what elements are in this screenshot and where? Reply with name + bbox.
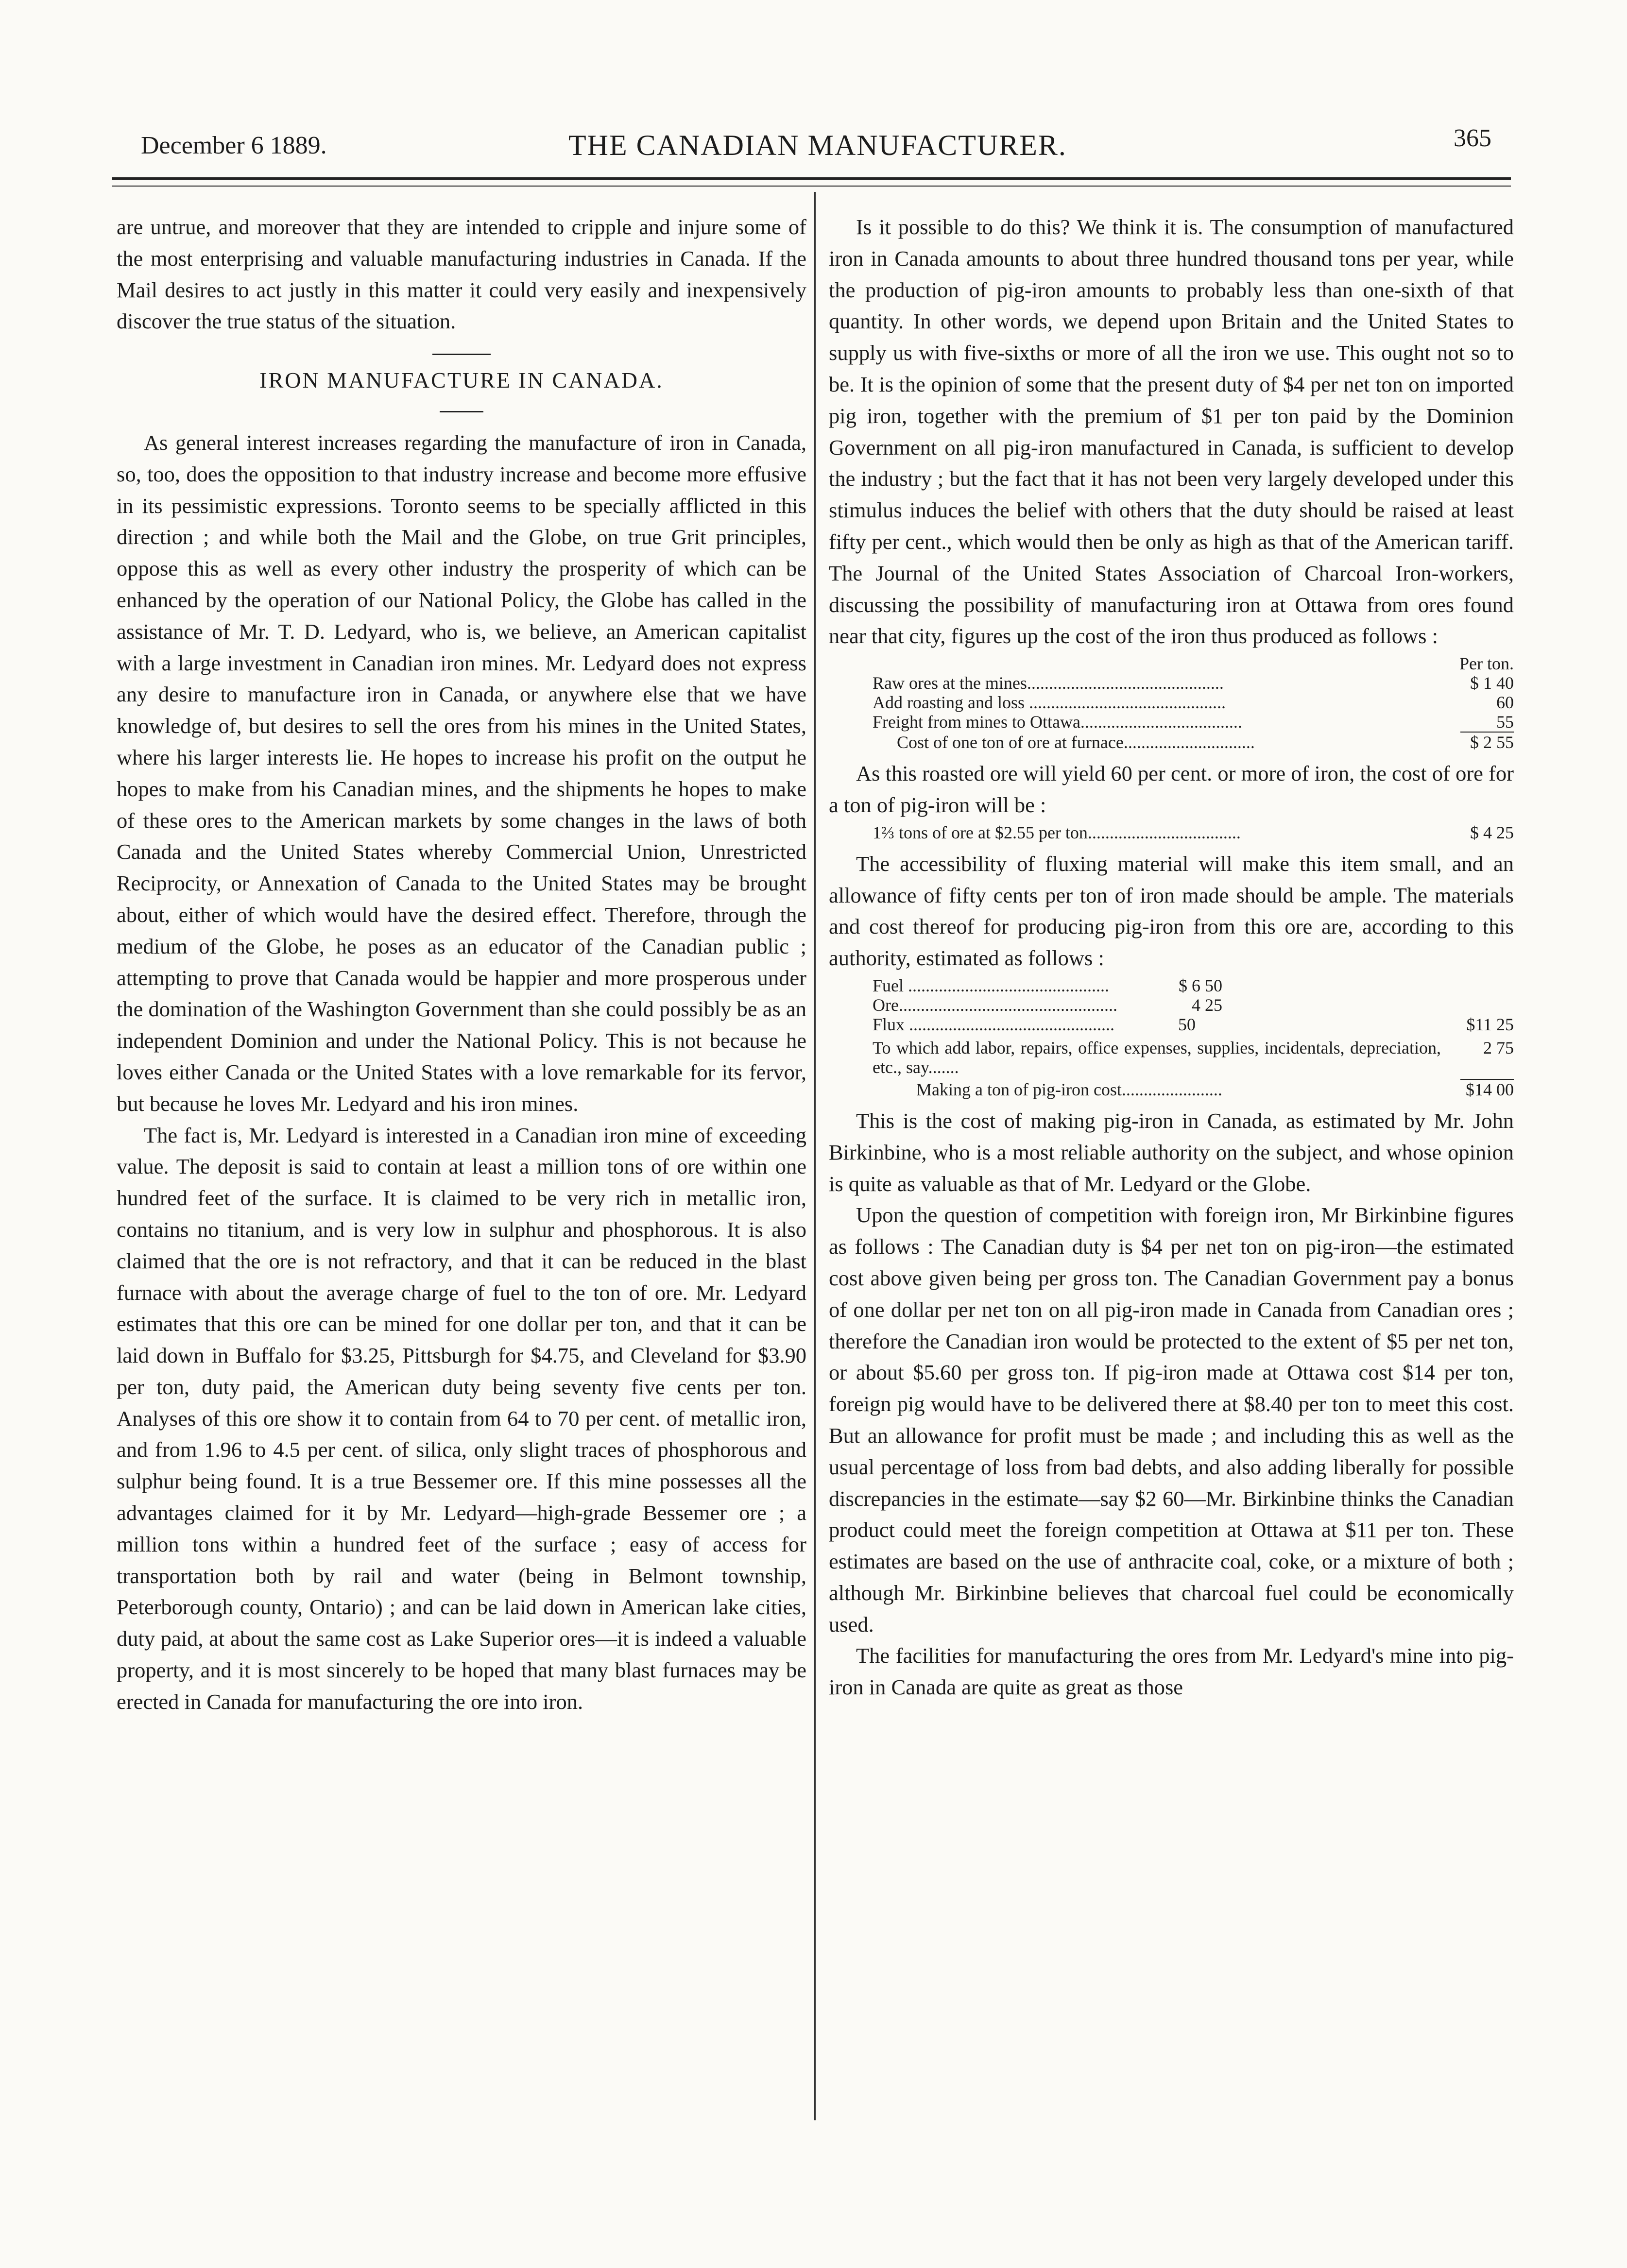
row-value: $ 6 50 — [1179, 975, 1222, 995]
issue-date: December 6 1889. — [141, 132, 327, 159]
row-label: Raw ores at the mines............................................. — [873, 673, 1224, 693]
row-label: Flux ............................................... — [873, 1014, 1115, 1034]
subtotal-value: $11 25 — [1466, 1014, 1514, 1034]
table-row — [829, 693, 1514, 712]
row-value: $ 1 40 — [1470, 673, 1514, 693]
table-row — [829, 823, 1514, 842]
right-paragraph-5: Upon the question of competition with foreign iron, Mr Birkinbine figures as follows : The Canadian duty is $4 per net ton on pig-iron—the estimated cost above given being per gross ton. The Canadian Government pay a bonus of one dollar per net ton on all pig-iron made in Canada from Canadian ores ; therefore the Canadian iron would be protected to the extent of $5 per net ton, or about $5.60 per gross ton. If pig-iron made at Ottawa cost $14 per ton, foreign pig would have to be delivered there at $8.40 per ton to meet this cost. But an allowance for profit must be made ; and including this as well as the usual percentage of loss from bad debts, and also adding liberally for possible discrepancies in the estimate—say $2 60—Mr. Birkinbine thinks the Canadian product could meet the foreign competition at Ottawa at $11 per ton. These estimates are based on the use of anthracite coal, coke, or a mixture of both ; although Mr. Birkinbine believes that charcoal fuel could be economically used. — [829, 1203, 1514, 1637]
unit-header: Per ton. — [1459, 654, 1514, 674]
right-paragraph-1: Is it possible to do this? We think it is. The consumption of manufactured iron in Canada amounts to about three hundred thousand tons per year, while the production of pig-iron amounts to probably less than one-sixth of that quantity. In other words, we depend upon Britain and the United States to supply us with five-sixths or more of all the iron we use. This ought not so to be. It is the opinion of some that the present duty of $4 per net ton on imported pig iron, together with the premium of $1 per ton paid by the Dominion Government on all pig-iron manufactured in Canada, is sufficient to develop the industry ; but the fact that it has not been very largely developed under this stimulus induces the belief with others that the duty should be raised at least fifty per cent., which would then be only as high as that of the American tariff. The Journal of the United States Association of Charcoal Iron-workers, discussing the possibility of manufacturing iron at Ottawa from ores found near that city, figures up the cost of the iron thus produced as follows : — [829, 215, 1514, 648]
total-value: $14 00 — [1466, 1079, 1514, 1099]
table-row — [873, 1038, 1514, 1077]
table-row — [829, 673, 1514, 693]
total-label: Making a ton of pig-iron cost....................... — [916, 1079, 1222, 1099]
left-column — [117, 211, 806, 2130]
article-paragraph-2: The fact is, Mr. Ledyard is interested in a Canadian iron mine of exceeding value. The deposit is said to contain at least a million tons of ore within one hundred feet of the surface. It is claimed to be very rich in metallic iron, contains no titanium, and is very low in sulphur and phosphorous. It is also claimed that the ore is not refractory, and that it can be reduced in the blast furnace with about the average charge of fuel to the ton of ore. Mr. Ledyard estimates that this ore can be mined for one dollar per ton, and that it can be laid down in Buffalo for $3.25, Pittsburgh for $4.75, and Cleveland for $3.90 per ton, duty paid, the American duty being seventy five cents per ton. Analyses of this ore show it to contain from 64 to 70 per cent. of metallic iron, and from 1.96 to 4.5 per cent. of silica, only slight traces of phosphorous and sulphur being found. It is a true Bessemer ore. If this mine possesses all the advantages claimed for it by Mr. Ledyard—high-grade Bessemer ore ; a million tons within a hundred feet of the surface ; easy of access for transportation both by rail and water (being in Belmont township, Peterborough county, Ontario) ; and can be laid down in American lake cities, duty paid, at about the same cost as Lake Superior ores—it is indeed a valuable property, and it is most sincerely to be hoped that many blast furnaces may be erected in Canada for manufacturing the ore into iron. — [117, 1123, 806, 1714]
total-label: Cost of one ton of ore at furnace.............................. — [897, 733, 1255, 752]
header-rule-thick — [112, 177, 1511, 180]
right-column — [829, 211, 1514, 1703]
row-label: Freight from mines to Ottawa..................................... — [873, 712, 1242, 732]
row-value: 50 — [1178, 1014, 1196, 1034]
row-label: 1⅔ tons of ore at $2.55 per ton................................... — [873, 822, 1241, 842]
ore-per-ton-line — [829, 823, 1514, 842]
article-paragraph-1: As general interest increases regarding the manufacture of iron in Canada, so, too, does the opposition to that industry increase and become more effusive in its pessimistic expressions. Toronto seems to be specially afflicted in this direction ; and while both the Mail and the Globe, on true Grit principles, oppose this as well as every other industry the prosperity of which can be enhanced by the operation of our National Policy, the Globe has called in the assistance of Mr. T. D. Ledyard, who is, we believe, an American capitalist with a large investment in Canadian iron mines. Mr. Ledyard does not express any desire to manufacture iron in Canada, or anywhere else that we have knowledge of, but desires to sell the ores from his mines in the United States, where his larger interests lie. He hopes to increase his profit on the output he hopes to make from his Canadian mines, and the shipments he hopes to make of these ores to the American markets by some changes in the laws of both Canada and the United States whereby Commercial Union, Unrestricted Reciprocity, or Annexation of Canada to the United States may be brought about, either of which would have the desired effect. Therefore, through the medium of the Globe, he poses as an educator of the Canadian public ; attempting to prove that Canada would be happier and more prosperous under the domination of the Washington Government than she could possibly be as an independent Dominion and under the National Policy. This is not because he loves either Canada or the United States with a love remarkable for its fervor, but because he loves Mr. Ledyard and his iron mines. — [117, 430, 806, 1116]
title-rule-bottom — [440, 411, 483, 412]
table-total-row — [873, 1080, 1514, 1099]
right-paragraph-4: This is the cost of making pig-iron in Canada, as estimated by Mr. John Birkinbine, who is a most reliable authority on the subject, and whose opinion is quite as valuable as that of Mr. Ledyard or the Globe. — [829, 1108, 1514, 1196]
table-row — [873, 976, 1514, 995]
row-value: 60 — [1496, 693, 1514, 713]
total-value: $ 2 55 — [1470, 733, 1514, 752]
right-paragraph-6: The facilities for manufacturing the ores from Mr. Ledyard's mine into pig-iron in Canada are quite as great as those — [829, 1643, 1514, 1700]
table-row — [829, 712, 1514, 732]
row-value: 2 75 — [1483, 1038, 1514, 1057]
row-label: Add roasting and loss ............................................. — [873, 693, 1226, 713]
title-rule-top — [432, 354, 491, 355]
page-number: 365 — [1454, 124, 1491, 152]
column-divider — [814, 192, 816, 2120]
page-header — [141, 119, 1491, 163]
row-value: 55 — [1496, 712, 1514, 732]
right-paragraph-2: As this roasted ore will yield 60 per cent. or more of iron, the cost of ore for a ton of pig-iron will be : — [829, 761, 1514, 817]
row-label: Fuel .............................................. — [873, 975, 1110, 995]
right-paragraph-3: The accessibility of fluxing material will make this item small, and an allowance of fifty cents per ton of iron made should be ample. The materials and cost thereof for producing pig-iron from this ore are, according to this authority, estimated as follows : — [829, 851, 1514, 971]
row-label: To which add labor, repairs, office expenses, supplies, incidentals, depreciation, etc., say....... — [873, 1038, 1441, 1077]
materials-cost-table — [829, 976, 1514, 1099]
row-value: $ 4 25 — [1470, 822, 1514, 842]
article-title: IRON MANUFACTURE IN CANADA. — [259, 368, 664, 393]
ore-cost-table — [829, 654, 1514, 752]
table-row — [873, 1015, 1514, 1034]
intro-paragraph: are untrue, and moreover that they are intended to cripple and injure some of the most enterprising and valuable manufacturing industries in Canada. If the Mail desires to act justly in this matter it could very easily and inexpensively discover the true status of the situation. — [117, 215, 806, 334]
table-total-row — [829, 733, 1514, 752]
row-label: Ore.................................................. — [873, 995, 1117, 1015]
publication-title: THE CANADIAN MANUFACTURER. — [568, 129, 1067, 161]
row-value: 4 25 — [1192, 995, 1222, 1015]
header-rule-thin — [112, 186, 1511, 187]
table-row — [873, 995, 1514, 1015]
